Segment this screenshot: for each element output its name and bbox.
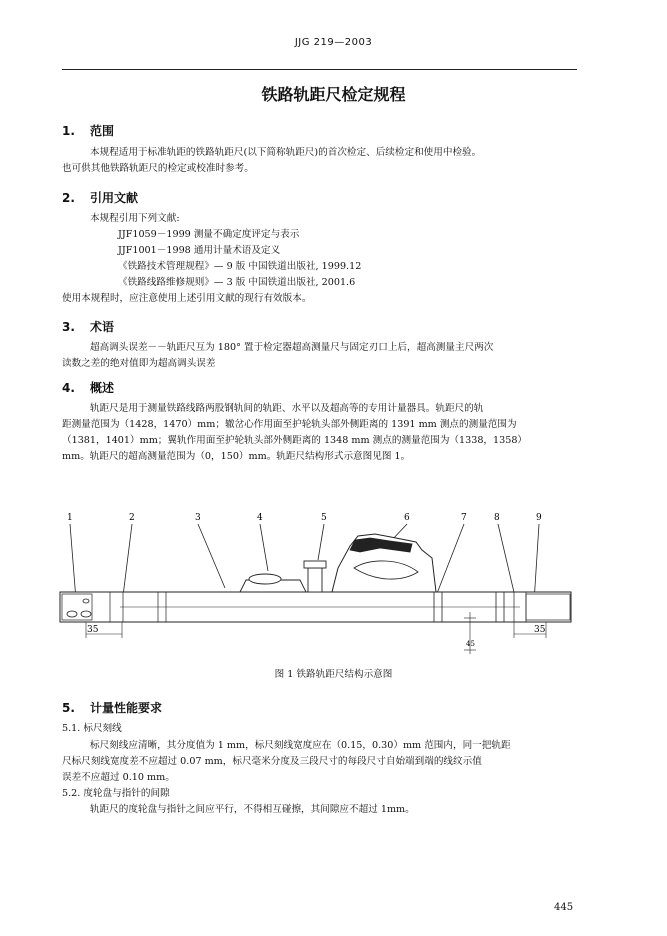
indicator-cap (304, 561, 326, 568)
callout-label-1: 1 (67, 513, 73, 523)
section-3-heading (62, 318, 114, 335)
paragraph-line: 本规程引用下列文献: (90, 213, 180, 224)
paragraph-line: （1381，1401）mm；翼轨作用面至护轮轨头部外侧距离的 1348 mm 测点的测量范围为（1338，1358） (62, 435, 528, 446)
paragraph-line: mm。轨距尺的超高测量范围为（0，150）mm。轨距尺结构形式示意图见图 1。 (62, 451, 411, 462)
section-title: 引用文献 (90, 191, 139, 205)
dimension-label-vertical: 45 (466, 640, 475, 648)
paragraph-line: 尺标尺刻线宽度差不应超过 0.07 mm，标尺毫米分度及三段尺寸的每段尺寸自始端到端的线纹示值 (62, 756, 482, 767)
callout-label-6: 6 (404, 513, 410, 523)
figure-caption: 图 1 铁路轨距尺结构示意图 (274, 669, 393, 680)
subsection-heading: 5.2. 度轮盘与指针的间隙 (62, 788, 170, 799)
paragraph-line: 误差不应超过 0.10 mm。 (62, 772, 175, 783)
level-vial (249, 574, 281, 584)
header-rule (62, 69, 577, 70)
paragraph-line: 轨距尺是用于测量铁路线路两股钢轨间的轨距、水平以及超高等的专用计量器具。轨距尺的轨 (90, 403, 484, 414)
paragraph-line: 轨距尺的度轮盘与指针之间应平行，不得相互碰擦，其间隙应不超过 1mm。 (90, 804, 415, 815)
section-title: 术语 (90, 320, 115, 334)
callout-label-8: 8 (494, 513, 500, 523)
document-title: 铁路轨距尺检定规程 (261, 85, 406, 104)
subsection-heading: 5.1. 标尺刻线 (62, 723, 122, 734)
indicator-post (308, 568, 322, 592)
callout-label-3: 3 (195, 513, 201, 523)
callout-label-2: 2 (129, 513, 135, 523)
reference-item: 《铁路技术管理规程》— 9 版 中国铁道出版社, 1999.12 (118, 261, 362, 272)
section-title: 范围 (90, 124, 115, 138)
callout-label-9: 9 (536, 513, 542, 523)
section-number: 2. (62, 191, 75, 205)
page-number: 445 (554, 902, 574, 913)
callout-label-5: 5 (321, 513, 327, 523)
reference-item: JJF1059－1999 测量不确定度评定与表示 (118, 229, 300, 240)
paragraph-line: 超高调头误差－－轨距尺互为 180° 置于检定器超高测量尺与固定刃口上后，超高测量主尺两次 (90, 342, 494, 353)
dimension-label-right: 35 (534, 625, 546, 635)
dimension-label-left: 35 (87, 625, 99, 635)
section-number: 5. (62, 701, 75, 715)
section-4-heading (62, 379, 114, 396)
section-title: 计量性能要求 (90, 701, 163, 715)
track-gauge-diagram (50, 508, 590, 658)
section-1-heading (62, 122, 114, 139)
paragraph-line: 本规程适用于标准轨距的铁路轨距尺(以下简称轨距尺)的首次检定、后续检定和使用中检验。 (90, 147, 482, 158)
callout-label-7: 7 (461, 513, 467, 523)
section-2-heading (62, 189, 138, 206)
section-number: 3. (62, 320, 75, 334)
callout-label-4: 4 (257, 513, 263, 523)
paragraph-line: 距测量范围为（1428，1470）mm；辙岔心作用面至护轮轨头部外侧距离的 1391 mm 测点的测量范围为 (62, 419, 517, 430)
section-title: 概述 (90, 381, 115, 395)
paragraph-line: 也可供其他铁路轨距尺的检定或校准时参考。 (62, 163, 254, 174)
section-5-heading (62, 699, 162, 716)
running-header: JJG 219—2003 (294, 37, 373, 48)
section-number: 4. (62, 381, 75, 395)
paragraph-line: 标尺刻线应清晰，其分度值为 1 mm，标尺刻线宽度应在（0.15，0.30）mm 范围内，同一把轨距 (90, 740, 511, 751)
reference-item: JJF1001－1998 通用计量术语及定义 (118, 245, 281, 256)
paragraph-line: 读数之差的绝对值即为超高调头误差 (62, 358, 216, 369)
reference-item: 《铁路线路维修规则》— 3 版 中国铁道出版社, 2001.6 (118, 277, 356, 288)
section-number: 1. (62, 124, 75, 138)
paragraph-line: 使用本规程时，应注意使用上述引用文献的现行有效版本。 (62, 293, 312, 304)
